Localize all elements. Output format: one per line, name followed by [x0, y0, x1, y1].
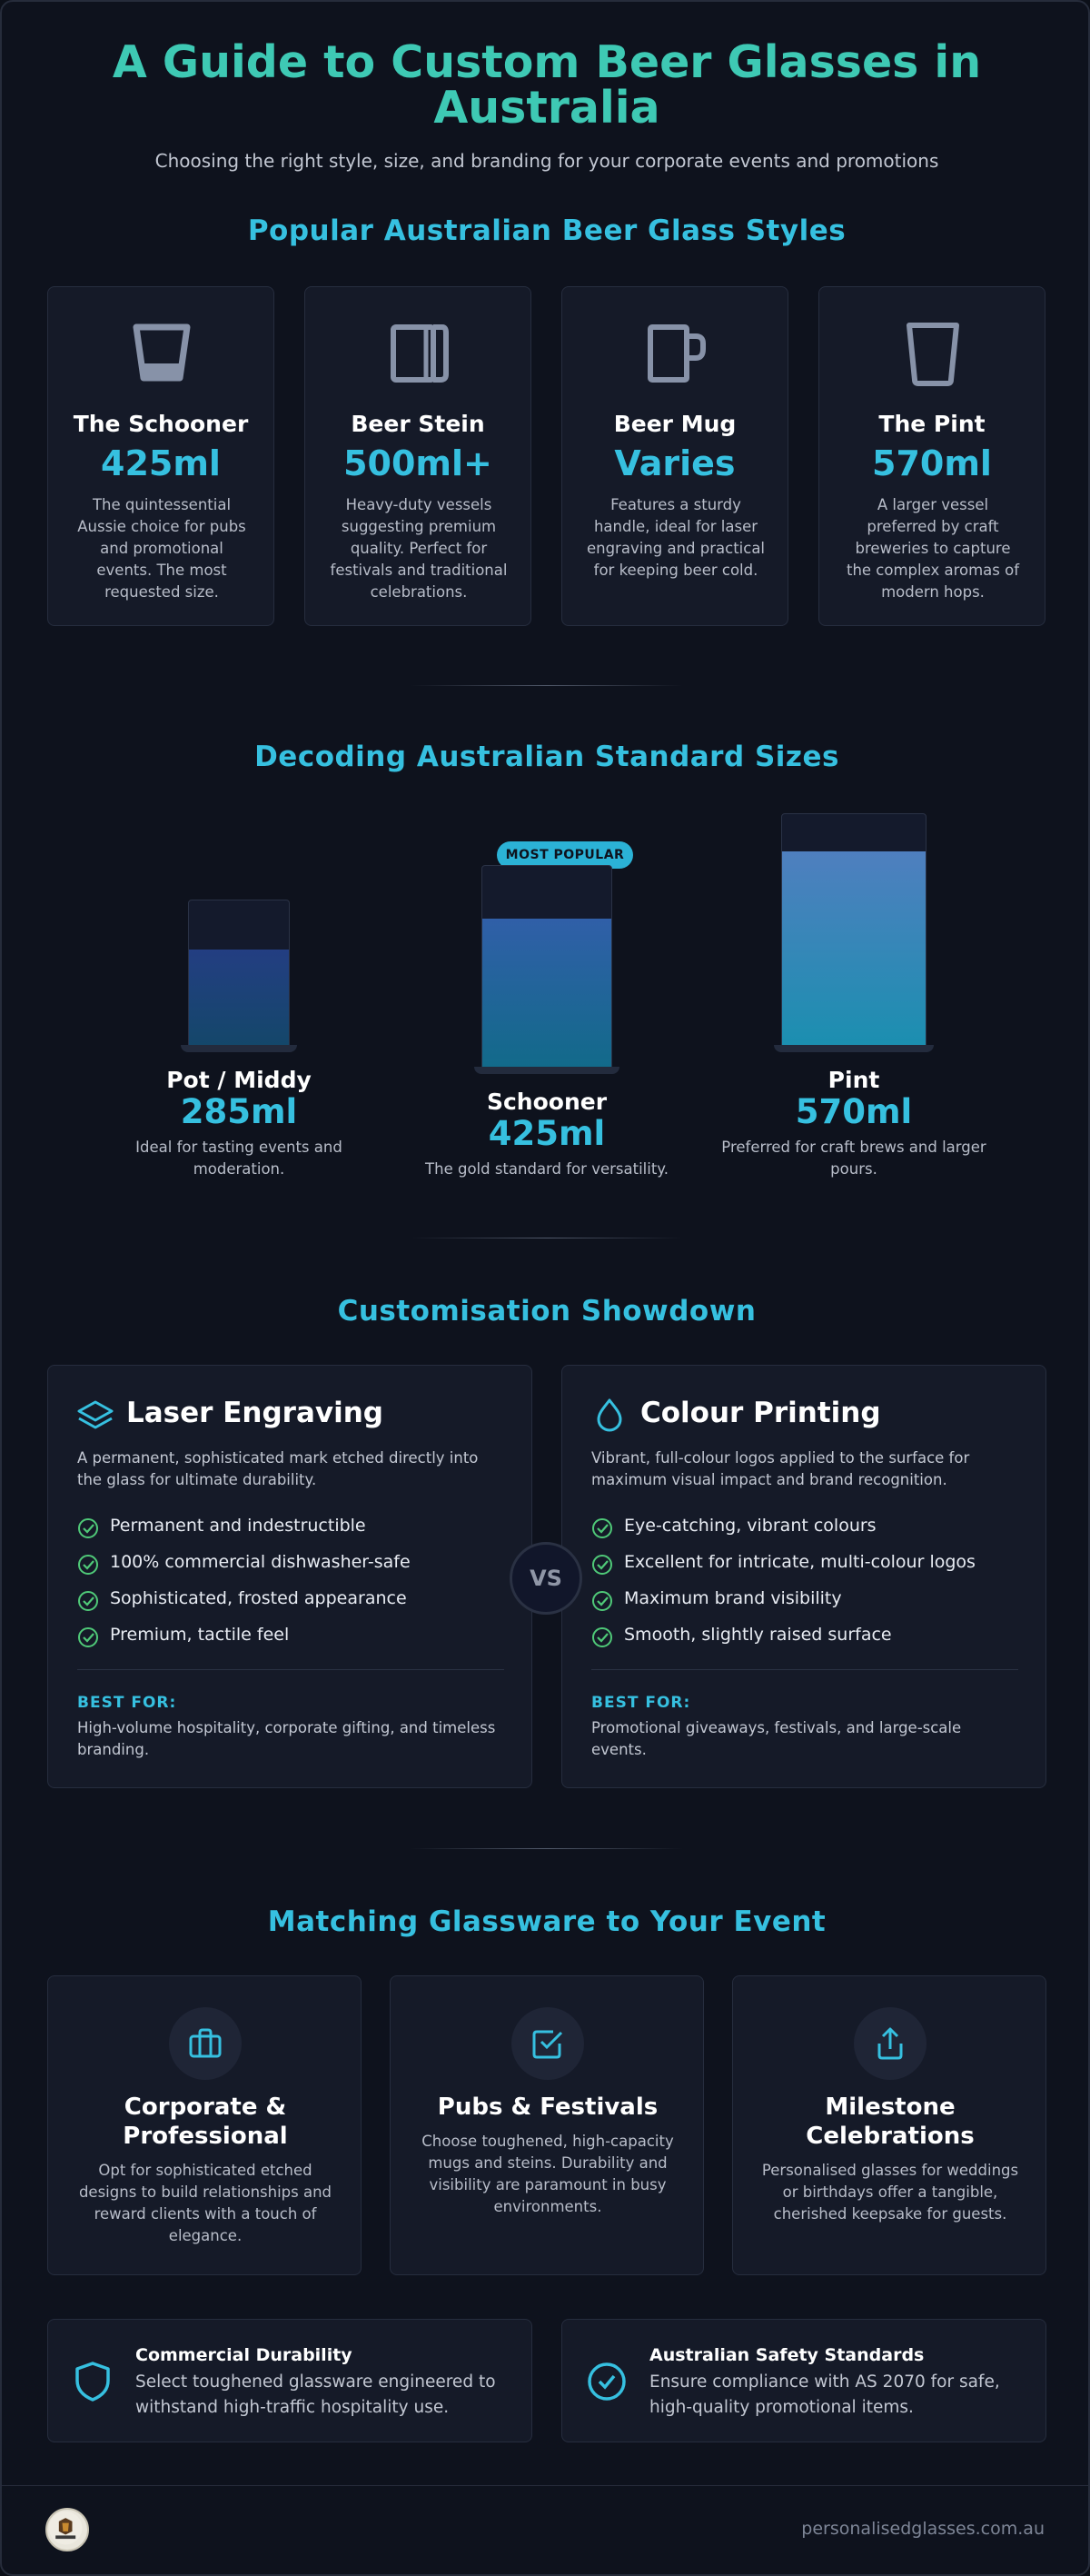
feature-item — [77, 1586, 504, 1614]
safety-standards-card — [561, 2319, 1046, 2442]
event-icon-circle — [169, 2007, 242, 2080]
size-name: Schooner — [486, 1089, 608, 1115]
feature-item — [77, 1514, 504, 1541]
pint-glass-visual — [781, 813, 926, 1047]
card-divider — [77, 1669, 504, 1670]
feature-text: Permanent and indestructible — [110, 1516, 366, 1536]
mug-icon — [639, 322, 712, 387]
best-for-text: High-volume hospitality, corporate gifting, and timeless branding. — [77, 1719, 496, 1758]
size-name: Pint — [827, 1067, 880, 1093]
event-title: Milestone Celebrations — [806, 2094, 975, 2150]
style-card-pint — [818, 286, 1045, 626]
feature-item — [591, 1514, 1018, 1541]
style-name: Beer Mug — [613, 411, 737, 437]
styles-heading: Popular Australian Beer Glass Styles — [247, 214, 847, 247]
glass-base — [774, 1045, 934, 1052]
footer-divider — [2, 2485, 1090, 2486]
style-name: The Schooner — [73, 411, 249, 437]
event-title: Corporate & Professional — [123, 2094, 288, 2150]
size-desc: The gold standard for versatility. — [425, 1160, 669, 1178]
style-name: The Pint — [878, 411, 986, 437]
customisation-heading: Customisation Showdown — [337, 1295, 757, 1328]
share-icon — [872, 2025, 908, 2062]
section-divider — [411, 685, 683, 686]
feature-item — [591, 1623, 1018, 1650]
brand-logo[interactable] — [45, 2508, 89, 2551]
feature-text: Maximum brand visibility — [624, 1588, 842, 1608]
size-desc: Preferred for craft brews and larger pours. — [721, 1139, 986, 1178]
style-card-mug — [561, 286, 788, 626]
feature-text: Sophisticated, frosted appearance — [110, 1588, 407, 1608]
feature-text: Excellent for intricate, multi-colour logos — [624, 1552, 976, 1572]
check-circle-icon — [77, 1626, 99, 1648]
glass-base — [181, 1045, 297, 1052]
sizes-heading: Decoding Australian Standard Sizes — [254, 741, 839, 773]
check-circle-icon — [586, 2359, 628, 2404]
event-icon-circle — [511, 2007, 584, 2080]
best-for-label: BEST FOR: — [591, 1694, 691, 1712]
size-value: 285ml — [180, 1092, 298, 1131]
events-heading: Matching Glassware to Your Event — [267, 1905, 827, 1938]
feature-item — [591, 1550, 1018, 1577]
event-desc: Opt for sophisticated etched designs to build relationships and reward clients with a touch of elegance. — [78, 2162, 332, 2244]
style-size: 425ml — [101, 443, 221, 483]
pot-glass-visual — [188, 900, 290, 1047]
event-card-milestone — [732, 1975, 1046, 2275]
info-text: Ensure compliance with AS 2070 for safe, high-quality promotional items. — [649, 2372, 1000, 2417]
check-square-icon — [530, 2025, 566, 2062]
style-card-stein — [304, 286, 531, 626]
feature-text: Smooth, slightly raised surface — [624, 1625, 892, 1645]
droplet-icon — [590, 1397, 629, 1433]
laser-engraving-card — [47, 1365, 532, 1788]
colour-printing-card — [561, 1365, 1046, 1788]
option-desc: Vibrant, full-colour logos applied to the surface for maximum visual impact and brand recognition. — [591, 1449, 970, 1488]
card-divider — [591, 1669, 1018, 1670]
style-size: 500ml+ — [343, 443, 492, 483]
event-title: Pubs & Festivals — [437, 2094, 659, 2121]
info-text: Select toughened glassware engineered to withstand high-traffic hospitality use. — [135, 2372, 496, 2417]
size-desc: Ideal for tasting events and moderation. — [135, 1139, 342, 1178]
style-card-schooner — [47, 286, 274, 626]
most-popular-badge: MOST POPULAR — [497, 841, 633, 869]
size-value: 425ml — [488, 1114, 606, 1153]
briefcase-icon — [187, 2025, 223, 2062]
feature-item — [591, 1586, 1018, 1614]
check-circle-icon — [77, 1554, 99, 1576]
shield-icon — [72, 2359, 114, 2404]
check-circle-icon — [591, 1517, 613, 1539]
feature-text: Premium, tactile feel — [110, 1625, 290, 1645]
layers-icon — [75, 1397, 115, 1433]
best-for-label: BEST FOR: — [77, 1694, 177, 1712]
feature-text: Eye-catching, vibrant colours — [624, 1516, 877, 1536]
event-card-pubs — [390, 1975, 704, 2275]
logo-emblem-icon — [47, 2510, 87, 2550]
event-desc: Choose toughened, high-capacity mugs and steins. Durability and visibility are paramount in busy environments. — [421, 2133, 674, 2215]
schooner-glass-icon — [125, 322, 198, 387]
schooner-glass-fill — [482, 919, 611, 1068]
footer-url-link[interactable]: personalisedglasses.com.au — [801, 2519, 1045, 2539]
feature-item — [77, 1623, 504, 1650]
feature-text: 100% commercial dishwasher-safe — [110, 1552, 411, 1572]
best-for-text: Promotional giveaways, festivals, and large-scale events. — [591, 1719, 962, 1758]
style-desc: Heavy-duty vessels suggesting premium quality. Perfect for festivals and traditional celebrations. — [330, 496, 508, 601]
style-name: Beer Stein — [351, 411, 485, 437]
check-circle-icon — [591, 1554, 613, 1576]
event-desc: Personalised glasses for weddings or birthdays offer a tangible, cherished keepsake for guests. — [761, 2162, 1019, 2223]
commercial-durability-card — [47, 2319, 532, 2442]
feature-item — [77, 1550, 504, 1577]
pint-glass-icon — [897, 322, 969, 387]
pot-glass-fill — [189, 950, 289, 1046]
glass-base — [474, 1067, 619, 1074]
pint-glass-fill — [782, 851, 926, 1046]
event-icon-circle — [854, 2007, 926, 2080]
check-circle-icon — [77, 1517, 99, 1539]
check-circle-icon — [77, 1590, 99, 1612]
section-divider — [411, 1848, 683, 1849]
style-desc: Features a sturdy handle, ideal for laser engraving and practical for keeping beer cold. — [586, 496, 766, 579]
page-title: A Guide to Custom Beer Glasses in Australia — [112, 36, 982, 134]
page-subtitle: Choosing the right style, size, and branding for your corporate events and promotions — [154, 150, 939, 172]
option-title: Colour Printing — [640, 1397, 881, 1429]
vs-badge: VS — [510, 1542, 582, 1615]
event-card-corporate — [47, 1975, 362, 2275]
size-value: 570ml — [795, 1092, 913, 1131]
style-size: Varies — [614, 443, 736, 483]
check-circle-icon — [591, 1590, 613, 1612]
stein-icon — [382, 322, 455, 387]
style-size: 570ml — [872, 443, 992, 483]
info-title: Commercial Durability — [135, 2345, 352, 2365]
option-desc: A permanent, sophisticated mark etched directly into the glass for ultimate durability. — [77, 1449, 479, 1488]
info-title: Australian Safety Standards — [649, 2345, 925, 2365]
schooner-glass-visual — [481, 865, 612, 1069]
size-name: Pot / Middy — [166, 1067, 312, 1093]
style-desc: A larger vessel preferred by craft breweries to capture the complex aromas of modern hops. — [846, 496, 1020, 601]
check-circle-icon — [591, 1626, 613, 1648]
style-desc: The quintessential Aussie choice for pubs and promotional events. The most requested size. — [77, 496, 246, 601]
option-title: Laser Engraving — [126, 1397, 383, 1429]
